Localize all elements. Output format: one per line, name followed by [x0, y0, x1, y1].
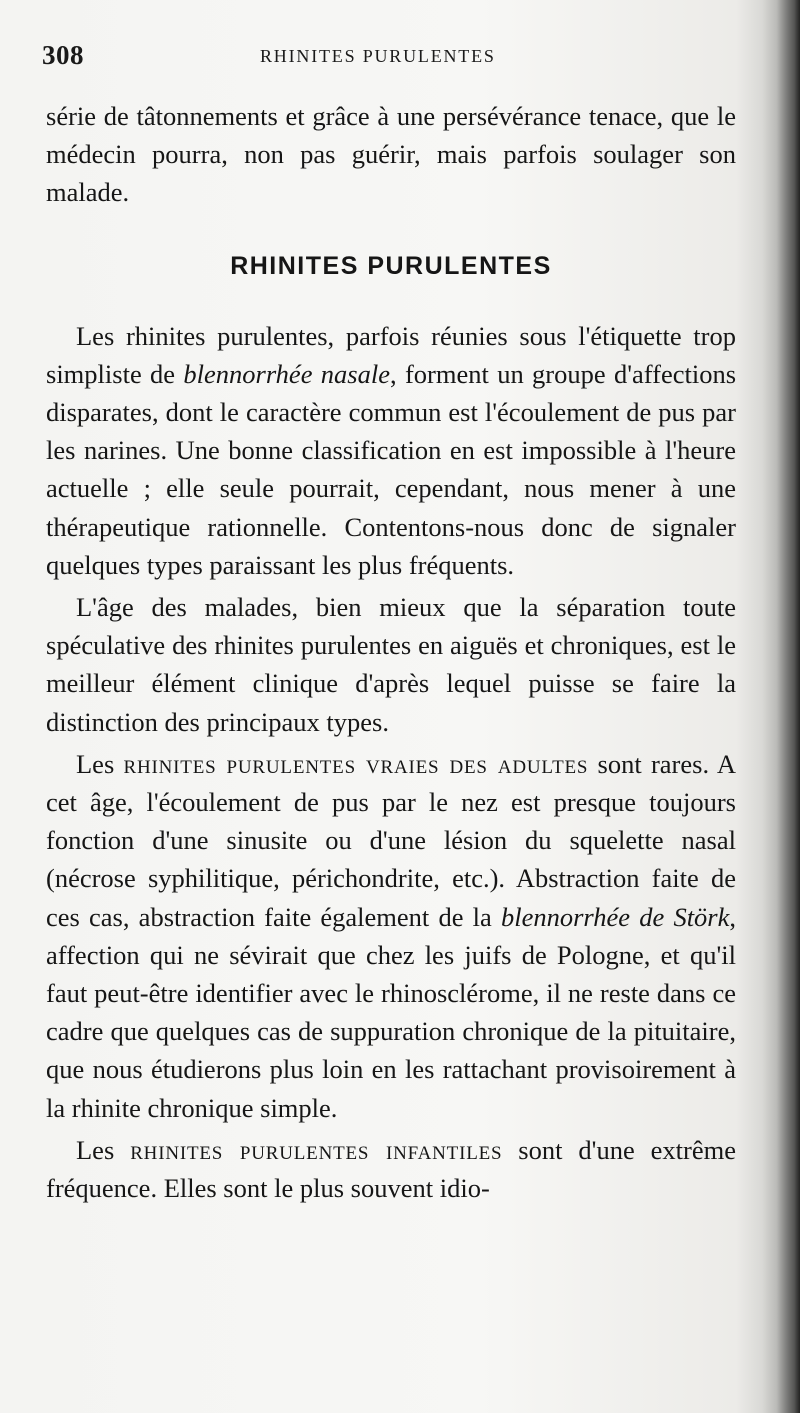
term-blennorrhee-nasale: blennorrhée nasale: [183, 358, 390, 389]
term-blennorrhee-stork: blennorrhée de Störk: [501, 901, 730, 932]
paragraph-age: L'âge des malades, bien mieux que la séparation toute spéculative des rhinites purulentes en aiguës et chroniques, est le meilleur élément clinique d'après lequel puisse se faire la distinction des principaux types.: [46, 592, 736, 737]
paragraph-infants: [46, 1131, 736, 1207]
page-number: 308: [42, 40, 84, 70]
page-body: [46, 97, 736, 1207]
paragraph-adults-text-a: Les: [76, 748, 124, 779]
paragraph-adults-text-e: , affection qui ne sévirait que chez les juifs de Pologne, et qu'il faut peut-être identifier avec le rhinosclérome, il ne reste dans ce cadre que quelques cas de suppuration chronique de la pituitaire, que nous étudierons plus loin en les rattachant provisoirement à la rhinite chronique simple.: [46, 901, 737, 1123]
term-rhinites-infantiles: rhinites purulentes infantiles: [130, 1134, 503, 1165]
running-head: RHINITES PURULENTES: [260, 46, 496, 66]
term-rhinites-adultes: rhinites purulentes vraies des adultes: [123, 748, 589, 779]
paragraph-definition-text-a: Les rhinites purulentes, parfois réunies sous l'étiquette trop simpliste de: [46, 320, 736, 389]
paragraph-definition: [46, 317, 736, 584]
page-header: [42, 40, 742, 76]
paragraph-definition-text-c: , forment un groupe d'affections disparates, dont le caractère commun est l'écoulement de pus par les narines. Une bonne classification en est impossible à l'heure actuelle ; elle seule pourrait, cependant, nous mener à une thérapeutique rationnelle. Contentons-nous donc de signaler quelques types paraissant les plus fréquents.: [46, 358, 737, 580]
paragraph-infants-text-c: sont d'une extrême fréquence. Elles sont le plus souvent idio-: [46, 1134, 736, 1204]
continuation-paragraph: série de tâtonnements et grâce à une persévérance tenace, que le médecin pourra, non pas guérir, mais parfois soulager son malade.: [46, 101, 736, 208]
paragraph-adults: [46, 745, 736, 1127]
paragraph-adults-text-c: sont rares. A cet âge, l'écoulement de pus par le nez est presque toujours fonction d'une sinusite ou d'une lésion du squelette nasal (nécrose syphilitique, périchondrite, etc.). Abstraction faite de ces cas, abstraction faite également de la: [46, 748, 737, 932]
paragraph-infants-text-a: Les: [76, 1134, 131, 1165]
section-title: RHINITES PURULENTES: [230, 251, 552, 280]
binding-shadow: [762, 0, 800, 1413]
